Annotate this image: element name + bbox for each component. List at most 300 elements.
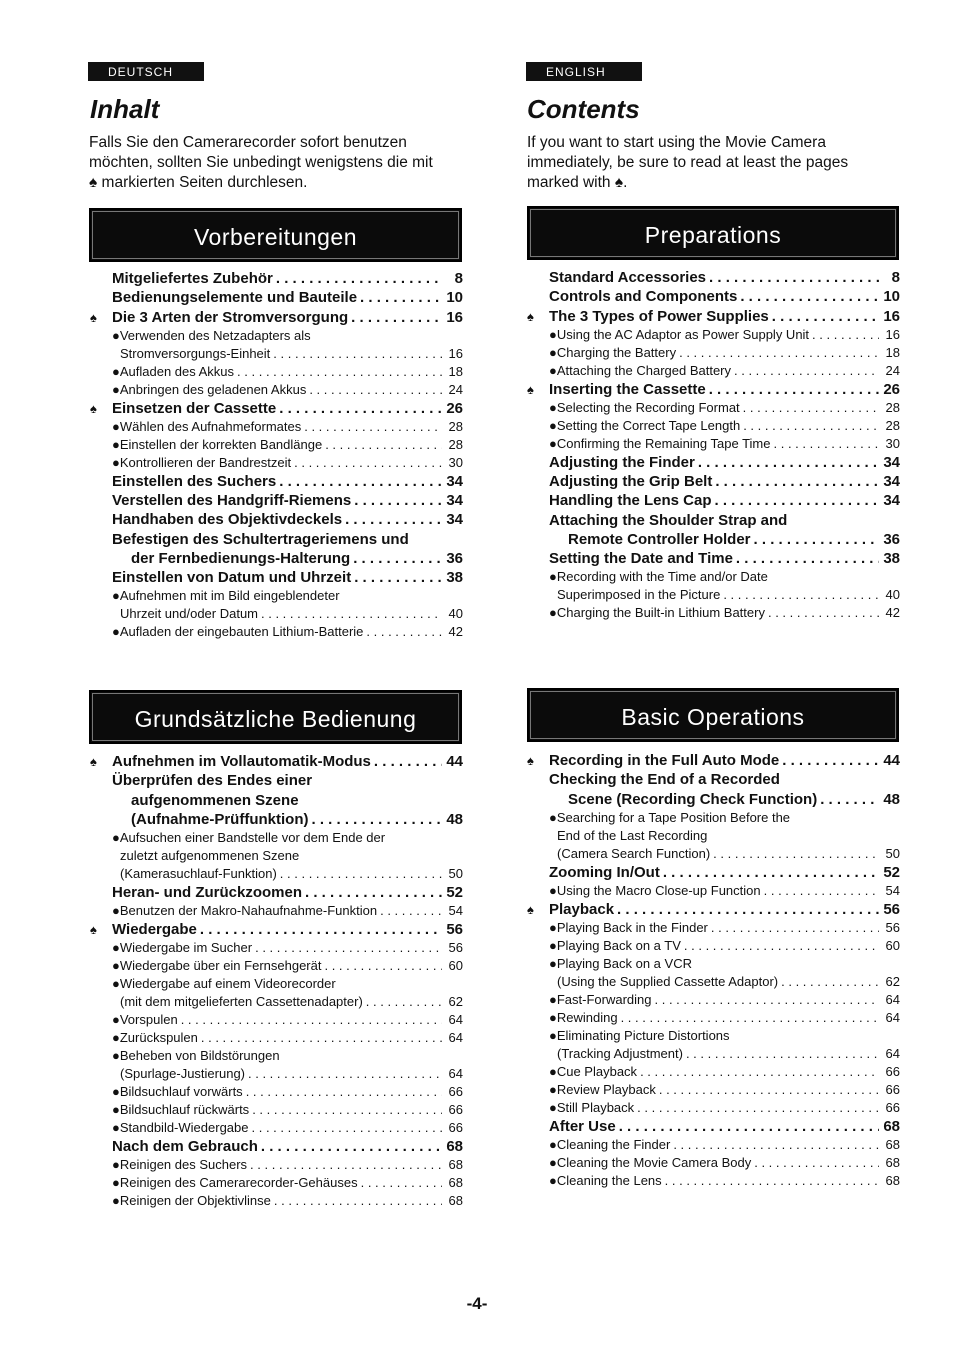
toc-page-number: 56 <box>885 919 900 935</box>
toc-page-number: 36 <box>883 530 900 548</box>
dot-leader <box>764 882 879 900</box>
toc-entry-title: ●Kontrollieren der Bandrestzeit <box>112 454 292 470</box>
toc-entry-title: Mitgeliefertes Zubehör <box>112 270 273 288</box>
toc-subentry <box>549 399 900 417</box>
toc-subentry <box>112 993 463 1011</box>
dot-leader <box>754 530 879 549</box>
toc-page-number: 8 <box>891 269 900 287</box>
toc-subentry <box>549 344 900 362</box>
toc-entry <box>549 1117 900 1136</box>
intro-line: If you want to start using the Movie Camera <box>527 134 826 151</box>
dot-leader <box>617 900 879 919</box>
toc-entry-title: ●Aufnehmen mit im Bild eingeblendeter <box>112 587 340 603</box>
toc-subentry <box>112 957 463 975</box>
dot-leader <box>713 845 879 863</box>
toc-page-number: 66 <box>448 1084 463 1100</box>
toc-list-basic-operations <box>527 751 900 1190</box>
toc-subentry <box>549 417 900 435</box>
toc-entry-title: Checking the End of a Recorded <box>549 771 780 789</box>
toc-entry-title: ●Recording with the Time and/or Date <box>549 568 768 584</box>
toc-entry <box>112 1137 463 1156</box>
toc-page-number: 28 <box>448 436 463 452</box>
toc-page-number: 68 <box>885 1137 900 1153</box>
toc-page-number: 60 <box>885 937 900 953</box>
dot-leader <box>743 417 879 435</box>
dot-leader <box>723 586 879 604</box>
toc-subentry <box>112 865 463 883</box>
toc-subentry <box>549 586 900 604</box>
toc-subentry <box>112 587 463 605</box>
dot-leader <box>781 973 879 991</box>
toc-page-number: 56 <box>446 921 463 939</box>
dot-leader <box>637 1099 879 1117</box>
dot-leader <box>361 1174 442 1192</box>
dot-leader <box>715 491 879 510</box>
toc-subentry <box>112 454 463 472</box>
toc-subentry <box>549 568 900 586</box>
toc-entry-title: Standard Accessories <box>549 269 707 287</box>
toc-entry-title: ●Einstellen der korrekten Bandlänge <box>112 436 323 452</box>
spade-marker-icon: ♠ <box>527 308 534 324</box>
toc-page-number: 68 <box>448 1193 463 1209</box>
toc-page-number: 44 <box>446 753 463 771</box>
page-number: -4- <box>466 1294 488 1313</box>
spade-marker-icon: ♠ <box>90 754 97 770</box>
toc-entry-title: Handling the Lens Cap <box>549 492 712 510</box>
toc-entry-title: ●Using the Macro Close-up Function <box>549 882 761 898</box>
toc-entry-title: Einstellen des Suchers <box>112 472 277 490</box>
toc-page-number: 64 <box>448 1066 463 1082</box>
toc-entry-title: Verstellen des Handgriff-Riemens <box>112 492 352 510</box>
dot-leader <box>768 604 879 622</box>
toc-entry-title: ●Reinigen des Suchers <box>112 1157 248 1173</box>
toc-entry-title: Inserting the Cassette <box>549 380 706 398</box>
toc-entry-title: Uhrzeit und/oder Datum <box>120 605 259 621</box>
toc-entry-title: ●Playing Back on a TV <box>549 937 681 953</box>
intro-line: Falls Sie den Camerarecorder sofort benutzen <box>89 134 407 151</box>
toc-page-number: 64 <box>885 1009 900 1025</box>
toc-entry <box>527 380 900 399</box>
toc-entry-title: ●Playing Back in the Finder <box>549 919 708 935</box>
toc-entry-title: ●Cleaning the Finder <box>549 1137 671 1153</box>
toc-entry-title: Adjusting the Finder <box>549 453 695 471</box>
toc-entry-title: (mit dem mitgelieferten Cassettenadapter) <box>120 994 363 1010</box>
dot-leader <box>698 453 879 472</box>
toc-page-number: 64 <box>885 1045 900 1061</box>
dot-leader <box>304 418 442 436</box>
toc-entry <box>112 529 463 548</box>
dot-leader <box>246 1083 442 1101</box>
toc-entry-title: der Fernbedienungs-Halterung <box>131 549 351 567</box>
dot-leader <box>366 993 442 1011</box>
toc-subentry <box>549 937 900 955</box>
dot-leader <box>619 1117 879 1136</box>
toc-page-number: 44 <box>883 752 900 770</box>
page-title-contents: Contents <box>527 94 640 124</box>
toc-subentry <box>112 1083 463 1101</box>
toc-entry-title: Stromversorgungs-Einheit <box>120 345 271 361</box>
toc-entry-title: (Aufnahme-Prüffunktion) <box>131 810 309 828</box>
toc-page-number: 48 <box>883 790 900 808</box>
toc-entry-title: ●Selecting the Recording Format <box>549 399 740 415</box>
toc-subentry <box>549 973 900 991</box>
dot-leader <box>280 865 442 883</box>
dot-leader <box>273 345 442 363</box>
toc-entry-title: Adjusting the Grip Belt <box>549 473 713 491</box>
toc-page-number: 30 <box>448 454 463 470</box>
dot-leader <box>181 1011 442 1029</box>
toc-entry <box>549 549 900 568</box>
toc-page-number: 62 <box>885 973 900 989</box>
language-tag-deutsch: DEUTSCH <box>88 62 204 81</box>
toc-entry-title: ●Reinigen der Objektivlinse <box>112 1193 271 1209</box>
toc-subentry <box>549 362 900 380</box>
toc-subentry <box>112 363 463 381</box>
dot-leader <box>711 919 879 937</box>
dot-leader <box>345 510 442 529</box>
toc-page-number: 10 <box>883 288 900 306</box>
toc-subentry <box>112 939 463 957</box>
toc-subentry <box>549 882 900 900</box>
dot-leader <box>255 939 442 957</box>
dot-leader <box>709 380 879 399</box>
toc-page-number: 18 <box>885 344 900 360</box>
dot-leader <box>360 288 442 307</box>
toc-page-number: 62 <box>448 994 463 1010</box>
dot-leader <box>311 810 442 829</box>
toc-page-number: 40 <box>448 605 463 621</box>
toc-subentry <box>549 955 900 973</box>
toc-entry <box>549 453 900 472</box>
toc-entry-title: ●Searching for a Tape Position Before the <box>549 809 791 825</box>
section-banner-basic-operations: Basic Operations <box>527 688 899 742</box>
toc-entry <box>112 510 463 529</box>
toc-entry-title: After Use <box>549 1118 616 1136</box>
toc-entry-title: ●Aufsuchen einer Bandstelle vor dem Ende der <box>112 829 386 845</box>
toc-entry-title: zuletzt aufgenommenen Szene <box>120 847 300 863</box>
toc-entry-title: End of the Last Recording <box>557 827 708 843</box>
toc-entry <box>90 399 463 418</box>
dot-leader <box>325 436 442 454</box>
toc-subentry <box>549 827 900 845</box>
toc-entry-title: ●Eliminating Picture Distortions <box>549 1027 730 1043</box>
toc-entry-title: ●Standbild-Wiedergabe <box>112 1120 249 1136</box>
dot-leader <box>279 399 442 418</box>
toc-page-number: 34 <box>446 492 463 510</box>
intro-line: möchten, sollten Sie unbedingt wenigstens die mit <box>89 154 433 171</box>
toc-entry-title: Setting the Date and Time <box>549 549 733 567</box>
toc-entry <box>549 472 900 491</box>
toc-entry <box>90 920 463 939</box>
toc-page-number: 34 <box>883 473 900 491</box>
dot-leader <box>200 920 442 939</box>
toc-entry-title: (Using the Supplied Cassette Adaptor) <box>557 973 779 989</box>
dot-leader <box>774 435 880 453</box>
toc-entry-title: ●Aufladen des Akkus <box>112 363 235 379</box>
toc-entry <box>112 810 463 829</box>
toc-page-number: 30 <box>885 435 900 451</box>
toc-entry <box>112 472 463 491</box>
dot-leader <box>279 472 442 491</box>
toc-entry-title: ●Vorspulen <box>112 1012 178 1028</box>
toc-page-number: 34 <box>883 492 900 510</box>
toc-entry <box>112 288 463 307</box>
toc-page-number: 18 <box>448 363 463 379</box>
toc-entry-title: ●Charging the Battery <box>549 344 677 360</box>
dot-leader <box>250 1156 442 1174</box>
dot-leader <box>734 362 879 380</box>
toc-page-number: 16 <box>883 307 900 325</box>
toc-entry <box>112 883 463 902</box>
toc-entry-title: ●Confirming the Remaining Tape Time <box>549 435 771 451</box>
toc-subentry <box>549 809 900 827</box>
toc-page-number: 66 <box>885 1099 900 1115</box>
dot-leader <box>679 344 879 362</box>
toc-entry-title: ●Cleaning the Lens <box>549 1173 662 1189</box>
toc-subentry <box>112 1174 463 1192</box>
toc-subentry <box>112 605 463 623</box>
toc-entry-title: aufgenommenen Szene <box>131 791 299 809</box>
toc-entry-title: ●Anbringen des geladenen Akkus <box>112 381 307 397</box>
intro-text-english <box>527 133 907 193</box>
toc-page-number: 64 <box>885 991 900 1007</box>
intro-line: ♠ markierten Seiten durchlesen. <box>89 174 308 191</box>
toc-page-number: 68 <box>448 1157 463 1173</box>
dot-leader <box>353 549 442 568</box>
toc-entry-title: ●Fast-Forwarding <box>549 991 652 1007</box>
dot-leader <box>201 1029 442 1047</box>
dot-leader <box>261 1137 442 1156</box>
dot-leader <box>772 307 879 326</box>
toc-subentry <box>112 327 463 345</box>
toc-entry-title: ●Wählen des Aufnahmeformates <box>112 418 302 434</box>
dot-leader <box>812 326 879 344</box>
toc-page-number: 28 <box>448 418 463 434</box>
toc-subentry <box>549 1099 900 1117</box>
page-title-inhalt: Inhalt <box>90 94 160 124</box>
section-banner-vorbereitungen: Vorbereitungen <box>89 208 462 262</box>
toc-entry <box>549 491 900 510</box>
toc-subentry <box>549 1063 900 1081</box>
toc-page-number: 66 <box>448 1102 463 1118</box>
toc-entry-title: (Tracking Adjustment) <box>557 1045 683 1061</box>
toc-page-number: 64 <box>448 1012 463 1028</box>
toc-list-vorbereitungen <box>90 269 463 641</box>
toc-entry-title: Remote Controller Holder <box>568 530 751 548</box>
dot-leader <box>305 883 442 902</box>
toc-entry-title: ●Aufladen der eingebauten Lithium-Batterie <box>112 623 364 639</box>
toc-page-number: 54 <box>448 902 463 918</box>
toc-page-number: 66 <box>885 1081 900 1097</box>
toc-page-number: 54 <box>885 882 900 898</box>
toc-subentry <box>549 1081 900 1099</box>
toc-entry-title: Aufnehmen im Vollautomatik-Modus <box>112 753 371 771</box>
toc-entry-title: Nach dem Gebrauch <box>112 1138 258 1156</box>
toc-page-number: 56 <box>448 940 463 956</box>
dot-leader <box>252 1119 443 1137</box>
section-banner-preparations: Preparations <box>527 206 899 260</box>
toc-page-number: 66 <box>448 1120 463 1136</box>
toc-page-number: 28 <box>885 417 900 433</box>
dot-leader <box>252 1101 442 1119</box>
toc-subentry <box>112 418 463 436</box>
toc-entry-title: Scene (Recording Check Function) <box>568 790 818 808</box>
language-tag-english: ENGLISH <box>526 62 642 81</box>
toc-subentry <box>112 623 463 641</box>
toc-subentry <box>112 975 463 993</box>
toc-entry-title: (Kamerasuchlauf-Funktion) <box>120 865 277 881</box>
toc-subentry <box>549 326 900 344</box>
toc-subentry <box>112 902 463 920</box>
toc-page-number: 48 <box>446 810 463 828</box>
toc-page-number: 52 <box>446 883 463 901</box>
toc-subentry <box>549 1027 900 1045</box>
toc-page-number: 26 <box>446 399 463 417</box>
toc-entry-title: ●Zurückspulen <box>112 1030 198 1046</box>
toc-subentry <box>112 1156 463 1174</box>
toc-page-number: 60 <box>448 958 463 974</box>
toc-list-grundsaetzliche-bedienung <box>90 752 463 1210</box>
toc-entry <box>112 568 463 587</box>
toc-page-number: 50 <box>448 865 463 881</box>
toc-page-number: 34 <box>883 453 900 471</box>
dot-leader <box>621 1009 879 1027</box>
toc-subentry <box>112 1101 463 1119</box>
dot-leader <box>274 1192 442 1210</box>
toc-entry-title: ●Benutzen der Makro-Nahaufnahme-Funktion <box>112 902 378 918</box>
section-banner-grundsaetzliche-bedienung: Grundsätzliche Bedienung <box>89 690 462 744</box>
intro-text-deutsch <box>89 133 469 193</box>
toc-entry-title: ●Wiedergabe im Sucher <box>112 940 253 956</box>
toc-entry-title: ●Using the AC Adaptor as Power Supply Unit <box>549 326 810 342</box>
dot-leader <box>665 1172 879 1190</box>
dot-leader <box>276 269 442 288</box>
dot-leader <box>655 991 880 1009</box>
toc-subentry <box>112 1029 463 1047</box>
toc-entry <box>549 287 900 306</box>
toc-entry-title: (Spurlage-Justierung) <box>120 1066 246 1082</box>
spade-marker-icon: ♠ <box>90 922 97 938</box>
dot-leader <box>309 381 442 399</box>
toc-subentry <box>112 1011 463 1029</box>
toc-page-number: 66 <box>885 1063 900 1079</box>
toc-page-number: 38 <box>883 549 900 567</box>
toc-subentry <box>549 1154 900 1172</box>
toc-page-number: 50 <box>885 845 900 861</box>
toc-page-number: 52 <box>883 863 900 881</box>
toc-entry-title: ●Charging the Built-in Lithium Battery <box>549 604 765 620</box>
toc-page-number: 64 <box>448 1030 463 1046</box>
toc-entry <box>112 549 463 568</box>
intro-line: immediately, be sure to read at least the pages <box>527 154 849 171</box>
toc-page-number: 56 <box>883 900 900 918</box>
dot-leader <box>380 902 442 920</box>
toc-page-number: 10 <box>446 289 463 307</box>
dot-leader <box>686 1045 879 1063</box>
dot-leader <box>640 1063 879 1081</box>
toc-entry <box>549 268 900 287</box>
toc-entry-title: ●Setting the Correct Tape Length <box>549 417 741 433</box>
dot-leader <box>743 399 879 417</box>
dot-leader <box>354 568 442 587</box>
toc-subentry <box>549 1172 900 1190</box>
toc-page-number: 40 <box>885 586 900 602</box>
toc-entry <box>112 771 463 790</box>
toc-entry-title: Controls and Components <box>549 288 738 306</box>
intro-line: marked with ♠. <box>527 174 628 191</box>
spade-marker-icon: ♠ <box>90 400 97 416</box>
spade-marker-icon: ♠ <box>90 309 97 325</box>
toc-entry-title: Zooming In/Out <box>549 863 660 881</box>
toc-page-number: 68 <box>885 1155 900 1171</box>
toc-page-number: 68 <box>885 1173 900 1189</box>
toc-entry-title: ●Attaching the Charged Battery <box>549 362 732 378</box>
toc-entry-title: ●Playing Back on a VCR <box>549 955 692 971</box>
toc-page-number: 26 <box>883 380 900 398</box>
dot-leader <box>673 1136 879 1154</box>
dot-leader <box>324 957 442 975</box>
toc-page-number: 68 <box>446 1138 463 1156</box>
dot-leader <box>261 605 442 623</box>
toc-page-number: 68 <box>448 1175 463 1191</box>
toc-entry-title: The 3 Types of Power Supplies <box>549 307 769 325</box>
dot-leader <box>374 752 442 771</box>
toc-page-number: 38 <box>446 568 463 586</box>
toc-entry-title: Bedienungselemente und Bauteile <box>112 289 358 307</box>
dot-leader <box>740 287 879 306</box>
toc-subentry <box>112 345 463 363</box>
dot-leader <box>351 308 442 327</box>
toc-page-number: 16 <box>448 345 463 361</box>
toc-entry-title: Recording in the Full Auto Mode <box>549 752 780 770</box>
spade-marker-icon: ♠ <box>527 753 534 769</box>
toc-subentry <box>112 1119 463 1137</box>
toc-subentry <box>549 1009 900 1027</box>
toc-entry <box>549 530 900 549</box>
toc-subentry <box>549 919 900 937</box>
toc-page-number: 28 <box>885 399 900 415</box>
toc-subentry <box>549 991 900 1009</box>
toc-entry-title: ●Reinigen des Camerarecorder-Gehäuses <box>112 1175 358 1191</box>
toc-page-number: 68 <box>883 1118 900 1136</box>
toc-entry-title: (Camera Search Function) <box>557 845 711 861</box>
toc-entry-title: Einstellen von Datum und Uhrzeit <box>112 568 352 586</box>
dot-leader <box>366 623 442 641</box>
toc-entry <box>549 510 900 529</box>
toc-entry-title: Superimposed in the Picture <box>557 586 721 602</box>
dot-leader <box>754 1154 879 1172</box>
toc-entry-title: ●Still Playback <box>549 1099 635 1115</box>
toc-subentry <box>112 436 463 454</box>
toc-page-number: 34 <box>446 472 463 490</box>
spade-marker-icon: ♠ <box>527 901 534 917</box>
toc-entry-title: ●Rewinding <box>549 1009 618 1025</box>
spade-marker-icon: ♠ <box>527 381 534 397</box>
toc-entry-title: Heran- und Zurückzoomen <box>112 883 303 901</box>
dot-leader <box>736 549 879 568</box>
toc-entry <box>112 491 463 510</box>
toc-entry-title: ●Wiedergabe über ein Fernsehgerät <box>112 958 322 974</box>
toc-subentry <box>112 1192 463 1210</box>
toc-subentry <box>112 381 463 399</box>
toc-entry <box>549 789 900 808</box>
toc-entry-title: Playback <box>549 900 615 918</box>
toc-entry-title: ●Cleaning the Movie Camera Body <box>549 1155 752 1171</box>
dot-leader <box>294 454 442 472</box>
dot-leader <box>684 937 879 955</box>
toc-page-number: 42 <box>448 623 463 639</box>
toc-entry <box>112 790 463 809</box>
